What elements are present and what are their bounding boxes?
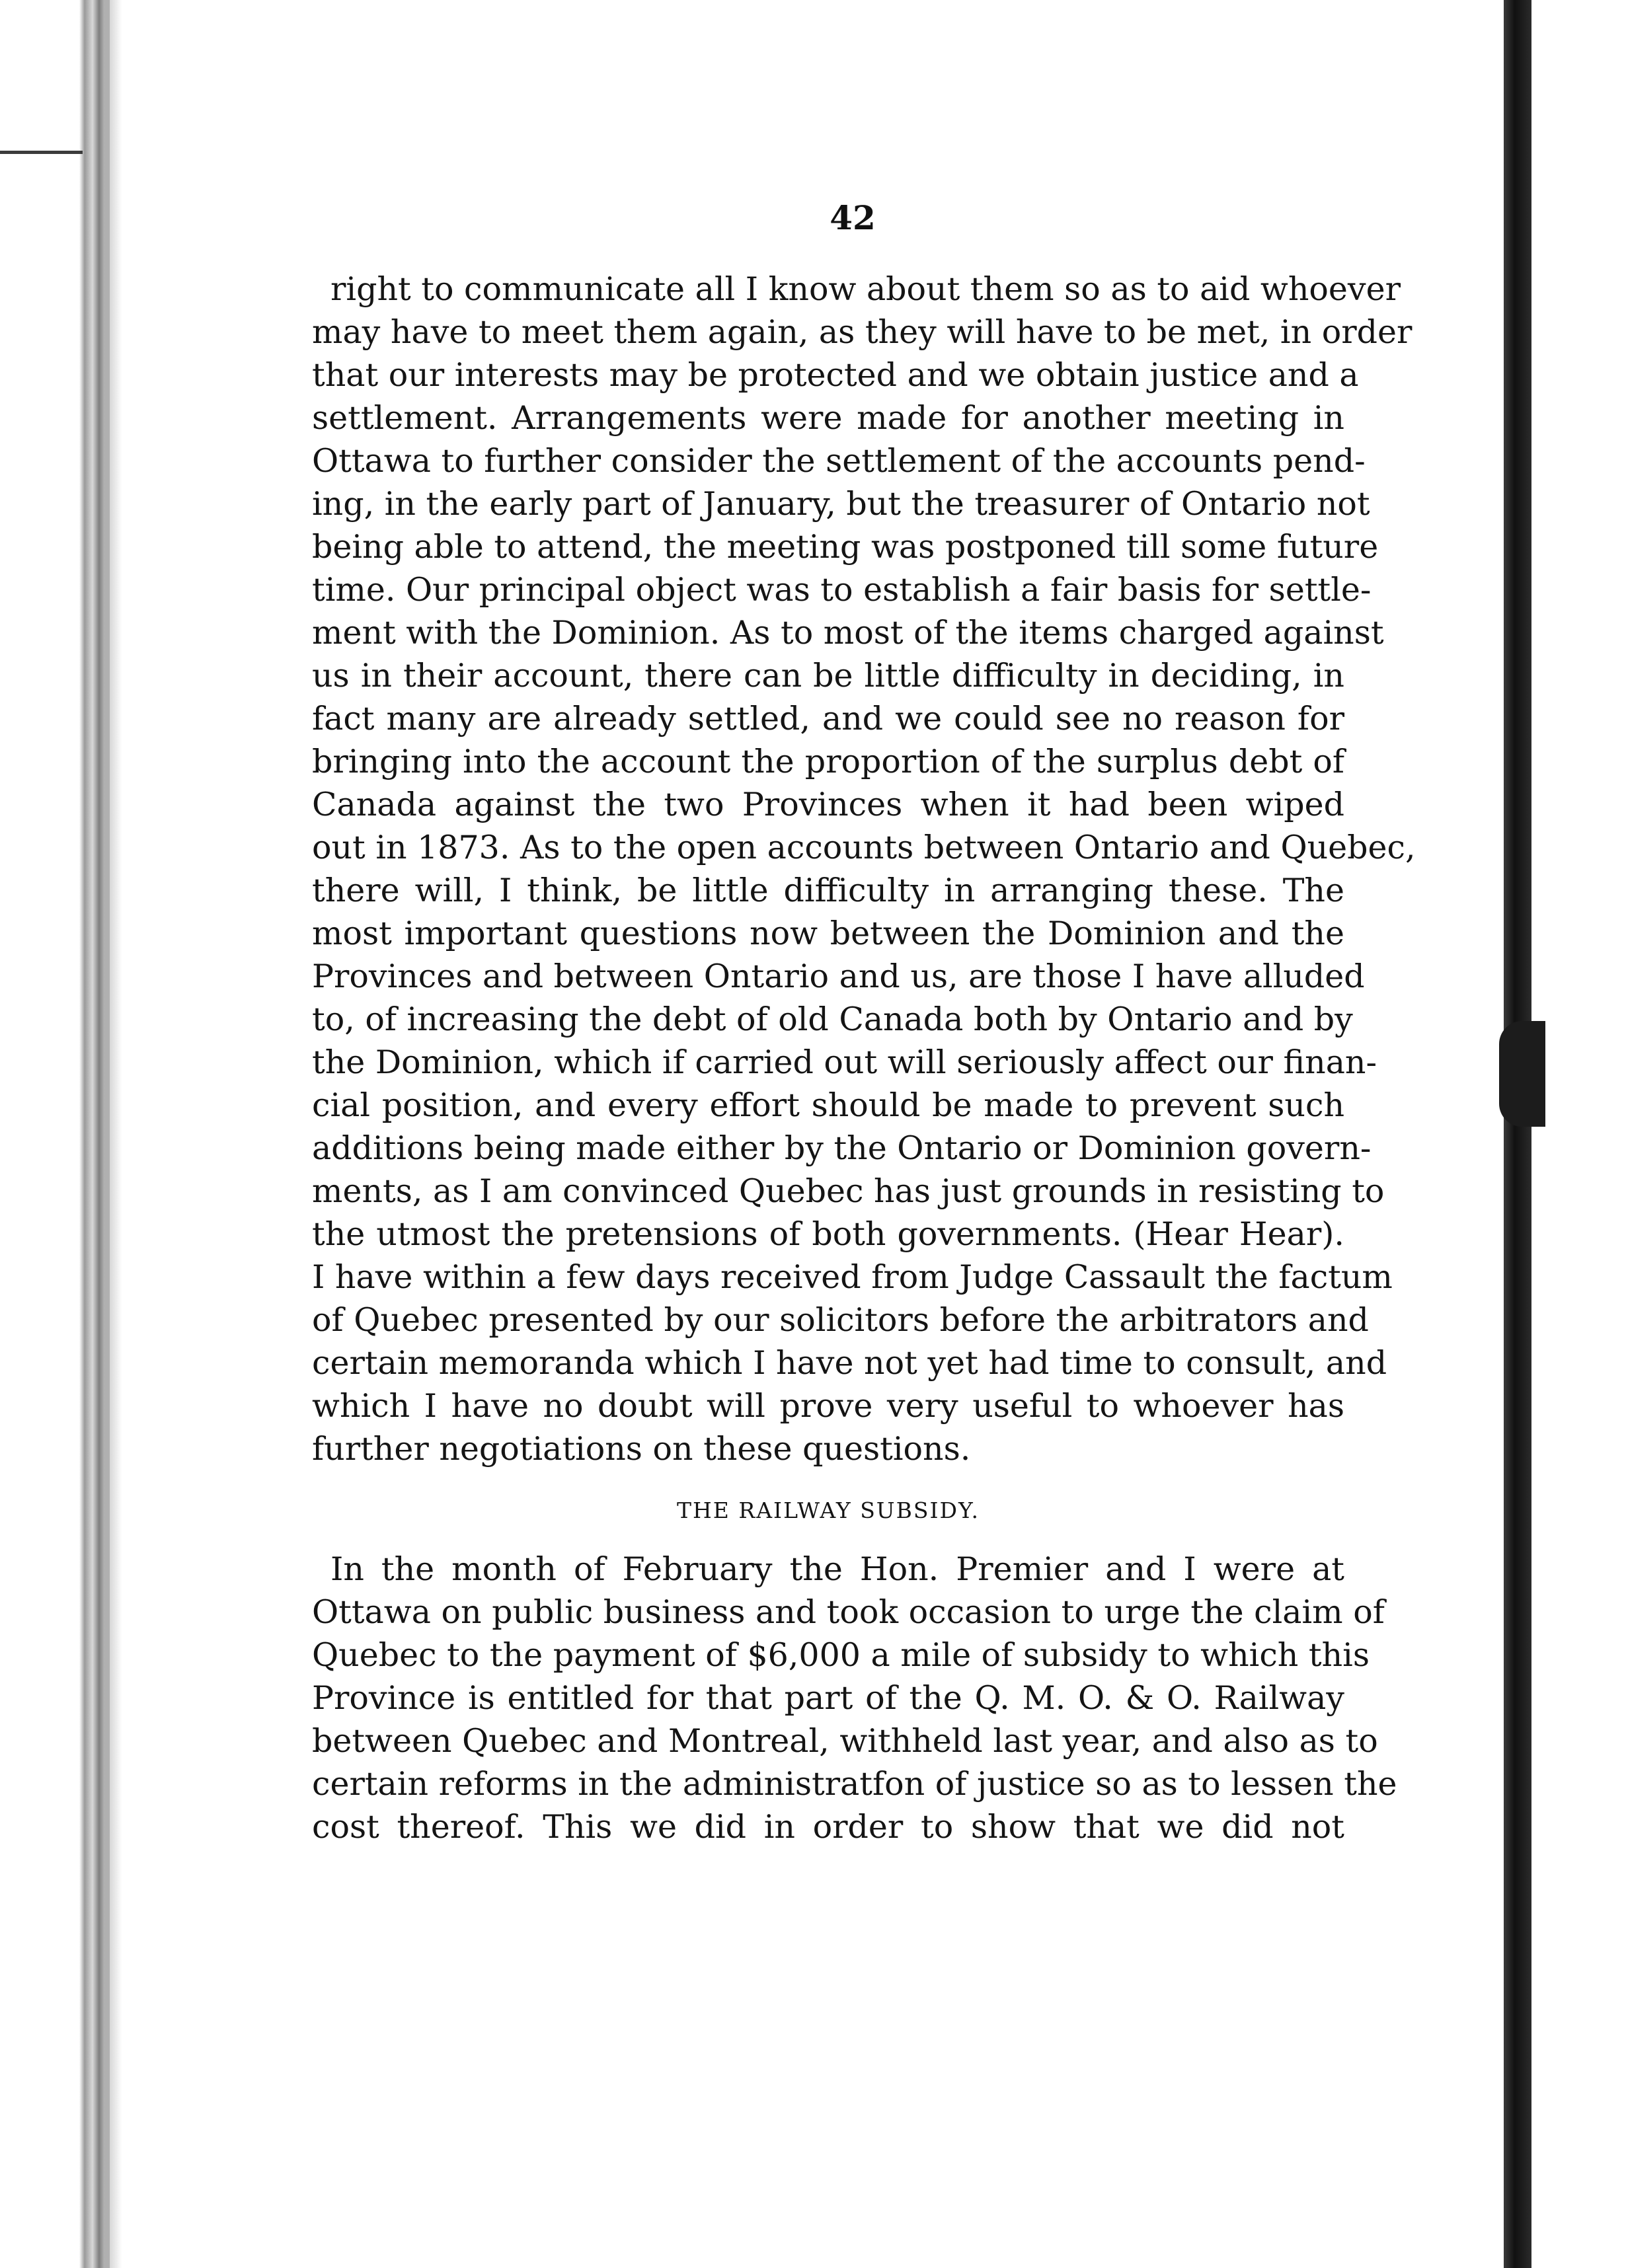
binding-gutter [0, 0, 132, 2268]
text-line: us in their account, there can be little difficulty in deciding, in [312, 657, 1344, 695]
text-line: Provinces and between Ontario and us, are those I have alluded [312, 958, 1365, 995]
text-line: cost thereof. This we did in order to show that we did not [312, 1808, 1344, 1846]
text-line: settlement. Arrangements were made for another meeting in [312, 399, 1344, 437]
body-text [312, 268, 1416, 1848]
text-line: Canada against the two Provinces when it had been wiped [312, 786, 1344, 823]
text-line: fact many are already settled, and we could see no reason for [312, 700, 1344, 737]
text-line: right to communicate all I know about them so as to aid whoever [330, 270, 1401, 308]
text-line: certain reforms in the administratfon of justice so as to lessen the [312, 1765, 1397, 1803]
text-line: Ottawa to further consider the settlement of the accounts pend- [312, 442, 1366, 480]
section-heading: THE RAILWAY SUBSIDY. [677, 1497, 980, 1523]
text-line: I have within a few days received from Judge Cassault the factum [312, 1258, 1393, 1296]
text-line: further negotiations on these questions. [312, 1430, 971, 1468]
text-line: ments, as I am convinced Quebec has just grounds in resisting to [312, 1172, 1385, 1210]
text-line: ment with the Dominion. As to most of the items charged against [312, 614, 1384, 652]
margin-mark [0, 151, 83, 154]
text-line: the Dominion, which if carried out will seriously affect our finan- [312, 1043, 1377, 1081]
binding-shadow-line [104, 0, 110, 2268]
text-line: time. Our principal object was to establish a fair basis for settle- [312, 571, 1372, 609]
text-line: of Quebec presented by our solicitors before the arbitrators and [312, 1301, 1369, 1339]
text-line: may have to meet them again, as they will have to be met, in order [312, 313, 1413, 351]
text-line: there will, I think, be little difficulty in arranging these. The [312, 872, 1344, 909]
text-line: the utmost the pretensions of both governments. (Hear Hear). [312, 1215, 1344, 1253]
text-line: between Quebec and Montreal, withheld last year, and also as to [312, 1722, 1378, 1760]
paragraph-2 [312, 1548, 1397, 1848]
text-line: Province is entitled for that part of the Q. M. O. & O. Railway [312, 1679, 1344, 1717]
text-line: bringing into the account the proportion of the surplus debt of [312, 743, 1344, 780]
paragraph-1 [312, 268, 1416, 1470]
text-line: most important questions now between the Dominion and the [312, 915, 1344, 952]
text-line: Ottawa on public business and took occasion to urge the claim of [312, 1593, 1385, 1631]
text-line: out in 1873. As to the open accounts between Ontario and Quebec, [312, 829, 1416, 866]
text-line: to, of increasing the debt of old Canada both by Ontario and by [312, 1001, 1353, 1038]
text-line: being able to attend, the meeting was postponed till some future [312, 528, 1379, 566]
text-line: ing, in the early part of January, but the treasurer of Ontario not [312, 485, 1370, 523]
text-line: that our interests may be protected and we obtain justice and a [312, 356, 1359, 394]
text-line: which I have no doubt will prove very useful to whoever has [312, 1387, 1344, 1425]
text-line: additions being made either by the Ontario or Dominion govern- [312, 1129, 1372, 1167]
page-edge-notch [1499, 1021, 1545, 1127]
page-number: 42 [830, 198, 876, 237]
text-line: certain memoranda which I have not yet had time to consult, and [312, 1344, 1387, 1382]
text-line: Quebec to the payment of $6,000 a mile of subsidy to which this [312, 1636, 1370, 1674]
text-line: In the month of February the Hon. Premier and I were at [330, 1550, 1344, 1588]
text-line: cial position, and every effort should be made to prevent such [312, 1086, 1344, 1124]
page-edge-shadow [1504, 0, 1531, 2268]
